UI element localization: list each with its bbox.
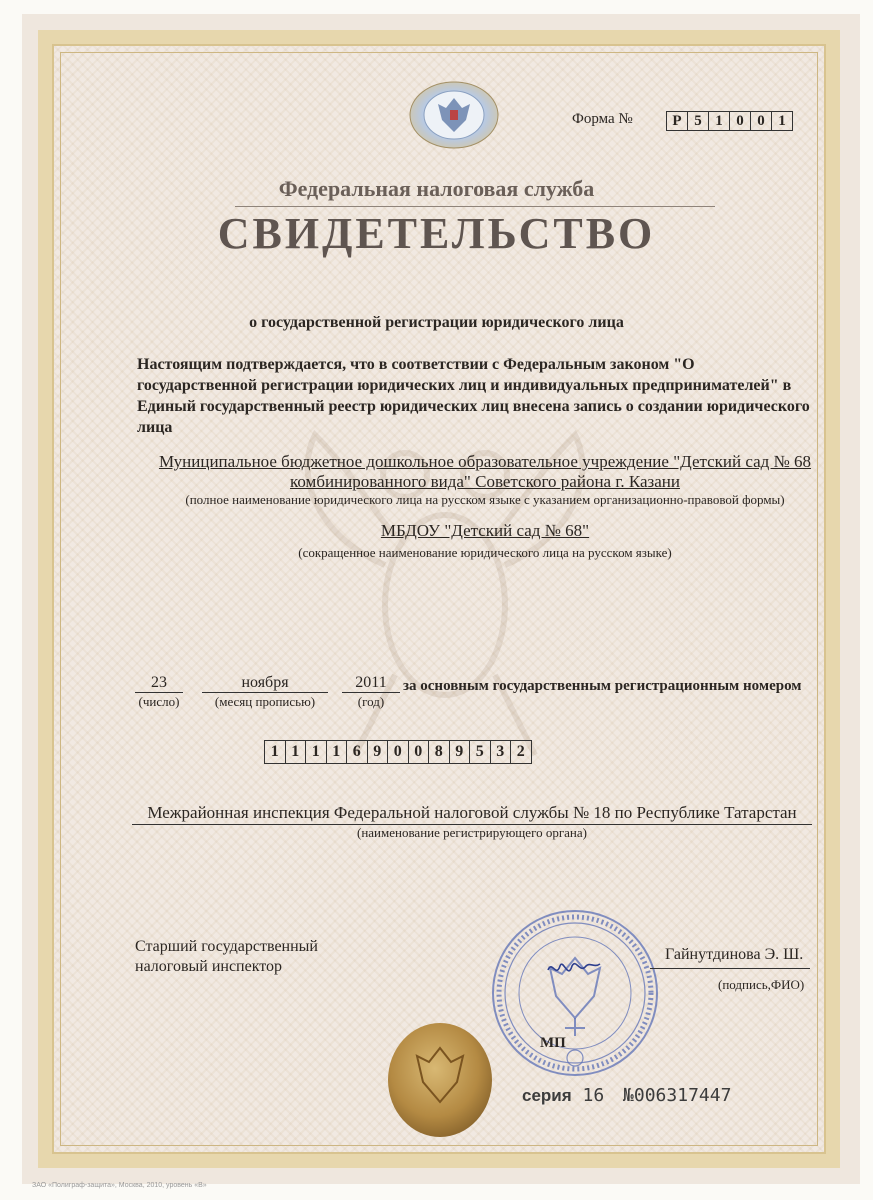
registration-label: за основным государственным регистрационным номером — [403, 678, 802, 694]
authority-caption: (наименование регистрирующего органа) — [356, 825, 587, 840]
form-digit: 5 — [688, 112, 709, 130]
signature-caption: (подпись,ФИО) — [718, 977, 805, 992]
date-month-caption: (месяц прописью) — [214, 694, 316, 709]
gold-seal-icon — [385, 1020, 495, 1140]
ogrn-digit: 0 — [409, 741, 430, 763]
date-year-caption: (год) — [357, 694, 385, 709]
date-year: 2011 — [342, 674, 400, 693]
registration-number — [264, 740, 532, 764]
confirmation-text: Настоящим подтверждается, что в соответствии с Федеральным законом "О государственной регистрации юридических лиц и индивидуальных предпринимателей" в Единый государственный реестр юридических лиц внесена запись о создании юридического лица — [137, 356, 810, 436]
registering-authority: Межрайонная инспекция Федеральной налоговой службы № 18 по Республике Татарстан — [132, 803, 812, 825]
ogrn-digit: 3 — [491, 741, 512, 763]
ogrn-digit: 0 — [388, 741, 409, 763]
form-digit: 0 — [751, 112, 772, 130]
ogrn-digit: 9 — [368, 741, 389, 763]
ogrn-digit: 2 — [516, 743, 525, 760]
document-title: СВИДЕТЕЛЬСТВО — [217, 209, 656, 258]
date-day-caption: (число) — [138, 694, 180, 709]
divider — [235, 206, 715, 207]
entity-full-name — [120, 452, 850, 492]
inspector-position-line2: налоговый инспектор — [135, 958, 283, 975]
document-subtitle: о государственной регистрации юридического лица — [249, 314, 624, 331]
ogrn-digit: 8 — [429, 741, 450, 763]
form-label: Форма № — [572, 111, 633, 127]
form-number — [666, 111, 793, 131]
issuer-name: Федеральная налоговая служба — [278, 176, 595, 201]
entity-full-name-line1: Муниципальное бюджетное дошкольное образовательное учреждение "Детский сад № 68 — [158, 452, 812, 471]
inspector-fio: Гайнутдинова Э. Ш. — [665, 946, 804, 963]
ogrn-digit: 6 — [347, 741, 368, 763]
signature-line — [650, 968, 810, 969]
ogrn-digit: 1 — [327, 741, 348, 763]
series-number: №006317447 — [623, 1085, 732, 1106]
ogrn-digit: 1 — [306, 741, 327, 763]
ogrn-digit: 5 — [470, 741, 491, 763]
date-day: 23 — [135, 674, 183, 693]
seal-place-label: МП — [540, 1035, 566, 1051]
form-digit: Р — [667, 112, 688, 130]
date-month: ноября — [202, 674, 328, 693]
series-block — [522, 1085, 731, 1106]
ogrn-digit: 9 — [450, 741, 471, 763]
series-label: серия — [522, 1086, 572, 1105]
ogrn-digit: 1 — [286, 741, 307, 763]
form-digit: 1 — [778, 112, 786, 129]
short-name-caption: (сокращенное наименование юридического лица на русском языке) — [298, 545, 672, 560]
entity-short-name: МБДОУ "Детский сад № 68" — [380, 521, 590, 540]
ogrn-digit: 1 — [265, 741, 286, 763]
hologram-emblem-icon — [408, 80, 500, 150]
form-digit: 0 — [730, 112, 751, 130]
printer-note: ЗАО «Полиграф-защита», Москва, 2010, уровень «В» — [32, 1182, 207, 1189]
series-value: 16 — [582, 1085, 605, 1106]
inspector-position — [135, 937, 318, 977]
tax-office-stamp — [490, 908, 660, 1078]
full-name-caption: (полное наименование юридического лица на русском языке с указанием организационно-правовой формы) — [185, 492, 785, 507]
entity-full-name-line2: комбинированного вида" Советского района г. Казани — [289, 472, 681, 491]
form-digit: 1 — [709, 112, 730, 130]
inspector-position-line1: Старший государственный — [135, 938, 318, 955]
